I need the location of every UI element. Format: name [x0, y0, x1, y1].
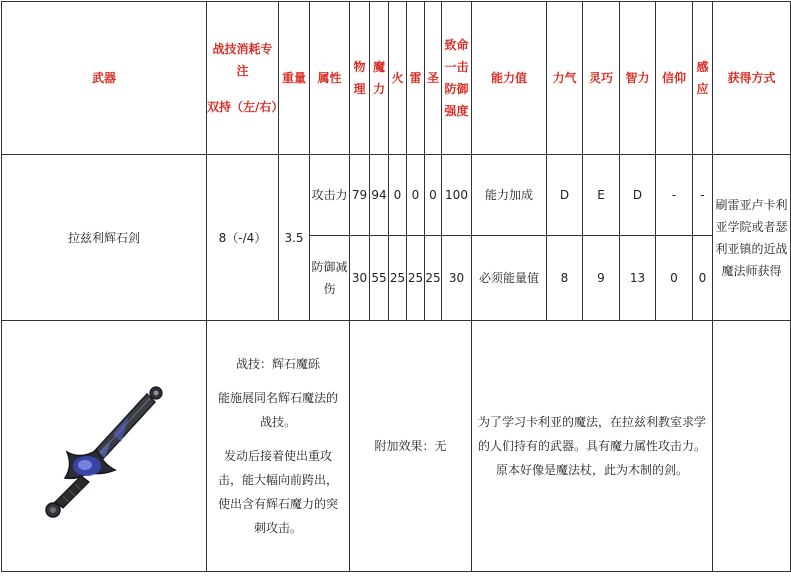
requirement-strength: 8 — [547, 236, 583, 321]
header-guard-boost: 防御强度 — [444, 82, 469, 118]
attack-critical: 100 — [442, 155, 472, 236]
attack-physical: 79 — [350, 155, 370, 236]
header-arcane: 感应 — [693, 2, 713, 155]
header-attribute: 属性 — [310, 2, 350, 155]
defense-fire: 25 — [389, 236, 407, 321]
header-magic: 魔力 — [370, 2, 389, 155]
header-lightning: 雷 — [407, 2, 425, 155]
weapon-table — [1, 1, 791, 572]
defense-label: 防御减伤 — [310, 236, 350, 321]
requirement-dexterity: 9 — [583, 236, 620, 321]
header-weight: 重量 — [279, 2, 310, 155]
attack-fire: 0 — [389, 155, 407, 236]
weapon-description: 为了学习卡利亚的魔法，在拉兹利教室求学的人们持有的武器。具有魔力属性攻击力。原本好像是魔法杖，此为木制的剑。 — [478, 415, 707, 477]
header-faith: 信仰 — [656, 2, 693, 155]
header-skill-cost-dual: 双持（左/右） — [207, 100, 284, 114]
defense-physical: 30 — [350, 236, 370, 321]
attack-magic: 94 — [370, 155, 389, 236]
empty-cell — [713, 321, 791, 572]
scaling-faith: - — [656, 155, 693, 236]
obtain-method: 刷雷亚卢卡利亚学院或者瑟利亚镇的近战魔法师获得 — [713, 155, 791, 321]
weapon-image-cell — [2, 321, 207, 572]
weapon-description-cell — [472, 321, 713, 572]
guard-boost-value: 30 — [442, 236, 472, 321]
attack-holy: 0 — [425, 155, 442, 236]
scaling-dexterity: E — [583, 155, 620, 236]
header-row — [2, 2, 791, 155]
attack-lightning: 0 — [407, 155, 425, 236]
weapon-name: 拉兹利辉石剑 — [2, 155, 207, 321]
requirement-faith: 0 — [656, 236, 693, 321]
skill-line2: 发动后接着使出重攻击，能大幅向前跨出，使出含有辉石魔力的突刺攻击。 — [217, 449, 338, 535]
skill-line1: 能施展同名辉石魔法的战技。 — [217, 391, 338, 429]
extra-effect: 附加效果：无 — [350, 321, 472, 572]
attack-row — [2, 155, 791, 236]
defense-lightning: 25 — [407, 236, 425, 321]
header-intelligence: 智力 — [620, 2, 656, 155]
scaling-arcane: - — [693, 155, 713, 236]
defense-holy: 25 — [425, 236, 442, 321]
header-fire: 火 — [389, 2, 407, 155]
header-strength: 力气 — [547, 2, 583, 155]
scaling-strength: D — [547, 155, 583, 236]
weight-value: 3.5 — [279, 155, 310, 321]
header-skill-cost — [207, 2, 284, 155]
sword-icon — [29, 356, 179, 536]
attack-label: 攻击力 — [310, 155, 350, 236]
requirement-label: 必须能量值 — [472, 236, 547, 321]
header-physical: 物理 — [350, 2, 370, 155]
requirement-intelligence: 13 — [620, 236, 656, 321]
defense-magic: 55 — [370, 236, 389, 321]
requirement-arcane: 0 — [693, 236, 713, 321]
fp-cost: 8（-/4） — [207, 155, 279, 321]
header-ability: 能力值 — [472, 2, 547, 155]
detail-row — [2, 321, 791, 572]
header-critical: 致命一击 — [444, 38, 469, 74]
header-dexterity: 灵巧 — [583, 2, 620, 155]
scaling-label: 能力加成 — [472, 155, 547, 236]
weapon-skill-cell — [207, 321, 350, 572]
header-critical-guard — [442, 2, 472, 155]
header-skill-cost-main: 战技消耗专注 — [212, 42, 273, 78]
header-obtain: 获得方式 — [713, 2, 791, 155]
header-weapon: 武器 — [2, 2, 207, 155]
skill-title: 战技：辉石魔砾 — [235, 357, 320, 371]
header-holy: 圣 — [425, 2, 442, 155]
scaling-intelligence: D — [620, 155, 656, 236]
